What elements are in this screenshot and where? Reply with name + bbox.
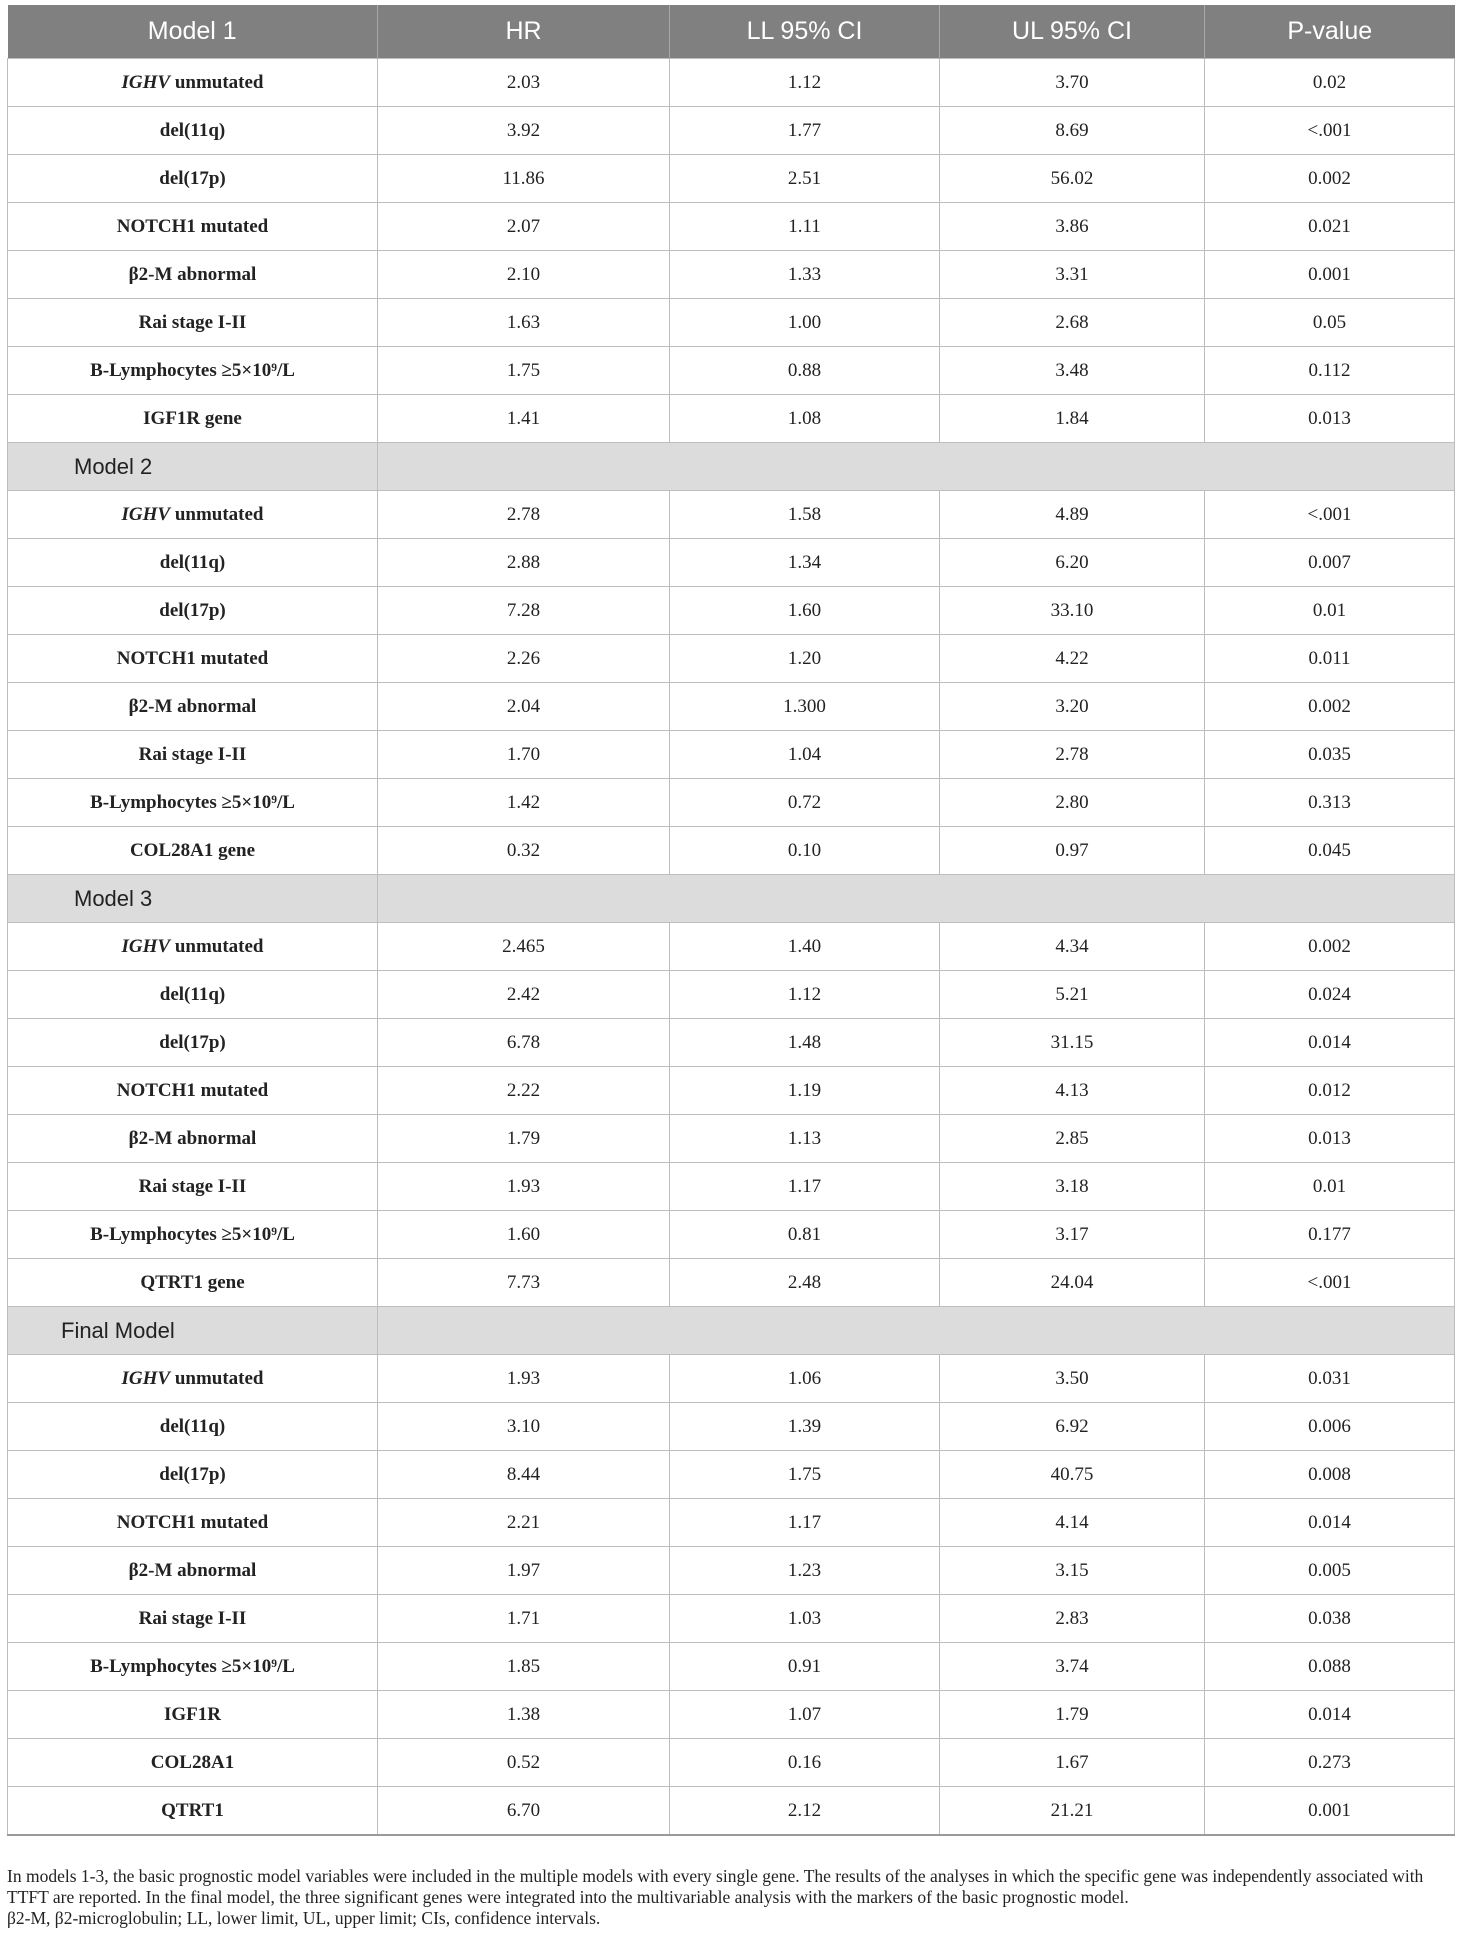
hr-cell: 8.44 <box>378 1451 670 1499</box>
ul-ci-cell: 56.02 <box>940 155 1205 203</box>
variable-cell <box>8 779 378 827</box>
table-row <box>8 1787 1455 1836</box>
section-label: Model 3 <box>8 875 378 923</box>
variable-cell <box>8 971 378 1019</box>
p-value-cell: 0.013 <box>1205 1115 1455 1163</box>
variable-cell <box>8 491 378 539</box>
p-value-cell: 0.045 <box>1205 827 1455 875</box>
table-footnote <box>7 1866 1454 1929</box>
header-model: Model 1 <box>8 5 378 59</box>
table-row <box>8 683 1455 731</box>
table-row <box>8 1067 1455 1115</box>
table-row <box>8 1019 1455 1067</box>
p-value-cell: 0.177 <box>1205 1211 1455 1259</box>
variable-cell <box>8 1019 378 1067</box>
hr-cell: 2.88 <box>378 539 670 587</box>
p-value-cell: <.001 <box>1205 491 1455 539</box>
hr-cell: 1.85 <box>378 1643 670 1691</box>
variable-label: unmutated <box>170 935 264 957</box>
variable-cell <box>8 1691 378 1739</box>
ll-ci-cell: 1.12 <box>670 971 940 1019</box>
variable-label: del(17p) <box>159 599 226 621</box>
p-value-cell: 0.013 <box>1205 395 1455 443</box>
p-value-cell: 0.011 <box>1205 635 1455 683</box>
header-p-value: P-value <box>1205 5 1455 59</box>
variable-label: unmutated <box>170 503 264 525</box>
results-table-container <box>7 5 1454 1836</box>
variable-label: Rai stage I-II <box>138 743 247 765</box>
variable-cell <box>8 107 378 155</box>
section-label: Final Model <box>8 1307 378 1355</box>
ul-ci-cell: 24.04 <box>940 1259 1205 1307</box>
variable-cell <box>8 1787 378 1836</box>
ul-ci-cell: 3.70 <box>940 59 1205 107</box>
variable-cell <box>8 1499 378 1547</box>
ul-ci-cell: 3.50 <box>940 1355 1205 1403</box>
ul-ci-cell: 2.68 <box>940 299 1205 347</box>
variable-label: Rai stage I-II <box>138 1607 247 1629</box>
p-value-cell: 0.112 <box>1205 347 1455 395</box>
ll-ci-cell: 2.51 <box>670 155 940 203</box>
hr-cell: 1.93 <box>378 1163 670 1211</box>
variable-cell <box>8 347 378 395</box>
p-value-cell: 0.007 <box>1205 539 1455 587</box>
variable-cell <box>8 1739 378 1787</box>
ul-ci-cell: 1.67 <box>940 1739 1205 1787</box>
footnote-abbreviations: β2-M, β2-microglobulin; LL, lower limit, UL, upper limit; CIs, confidence intervals. <box>7 1908 601 1928</box>
ul-ci-cell: 2.80 <box>940 779 1205 827</box>
table-body <box>8 59 1455 1836</box>
hr-cell: 2.22 <box>378 1067 670 1115</box>
variable-cell <box>8 683 378 731</box>
p-value-cell: 0.035 <box>1205 731 1455 779</box>
header-ll-ci: LL 95% CI <box>670 5 940 59</box>
variable-cell <box>8 1451 378 1499</box>
table-row <box>8 779 1455 827</box>
p-value-cell: 0.006 <box>1205 1403 1455 1451</box>
hr-cell: 6.78 <box>378 1019 670 1067</box>
variable-cell <box>8 635 378 683</box>
table-row <box>8 923 1455 971</box>
ul-ci-cell: 21.21 <box>940 1787 1205 1836</box>
p-value-cell: 0.01 <box>1205 587 1455 635</box>
p-value-cell: 0.002 <box>1205 155 1455 203</box>
hr-cell: 2.04 <box>378 683 670 731</box>
hr-cell: 2.42 <box>378 971 670 1019</box>
variable-label: del(11q) <box>159 983 226 1005</box>
variable-label: del(17p) <box>159 1031 226 1053</box>
header-ul-ci: UL 95% CI <box>940 5 1205 59</box>
ll-ci-cell: 1.39 <box>670 1403 940 1451</box>
variable-cell <box>8 1163 378 1211</box>
ul-ci-cell: 6.92 <box>940 1403 1205 1451</box>
table-header-row <box>8 5 1455 59</box>
variable-cell <box>8 1547 378 1595</box>
hr-cell: 2.21 <box>378 1499 670 1547</box>
ll-ci-cell: 1.23 <box>670 1547 940 1595</box>
ll-ci-cell: 1.34 <box>670 539 940 587</box>
hr-cell: 1.38 <box>378 1691 670 1739</box>
p-value-cell: 0.024 <box>1205 971 1455 1019</box>
hr-cell: 1.97 <box>378 1547 670 1595</box>
ll-ci-cell: 1.17 <box>670 1163 940 1211</box>
section-label: Model 2 <box>8 443 378 491</box>
p-value-cell: 0.038 <box>1205 1595 1455 1643</box>
ll-ci-cell: 1.12 <box>670 59 940 107</box>
hr-cell: 0.32 <box>378 827 670 875</box>
variable-cell <box>8 923 378 971</box>
ul-ci-cell: 2.83 <box>940 1595 1205 1643</box>
variable-cell <box>8 155 378 203</box>
ul-ci-cell: 33.10 <box>940 587 1205 635</box>
p-value-cell: 0.313 <box>1205 779 1455 827</box>
variable-italic-part: IGHV <box>121 71 171 93</box>
variable-label: del(11q) <box>159 119 226 141</box>
hr-cell: 6.70 <box>378 1787 670 1836</box>
ll-ci-cell: 1.06 <box>670 1355 940 1403</box>
section-row <box>8 443 1455 491</box>
p-value-cell: 0.01 <box>1205 1163 1455 1211</box>
variable-label: COL28A1 gene <box>129 839 256 861</box>
hr-cell: 1.71 <box>378 1595 670 1643</box>
variable-cell <box>8 587 378 635</box>
table-row <box>8 1163 1455 1211</box>
variable-italic-part: IGHV <box>121 935 171 957</box>
variable-cell <box>8 1595 378 1643</box>
ll-ci-cell: 1.11 <box>670 203 940 251</box>
hr-cell: 2.465 <box>378 923 670 971</box>
hr-cell: 2.78 <box>378 491 670 539</box>
variable-label: β2-M abnormal <box>128 695 257 717</box>
p-value-cell: 0.014 <box>1205 1691 1455 1739</box>
variable-cell <box>8 539 378 587</box>
variable-cell <box>8 251 378 299</box>
table-row <box>8 1211 1455 1259</box>
p-value-cell: <.001 <box>1205 1259 1455 1307</box>
p-value-cell: 0.012 <box>1205 1067 1455 1115</box>
p-value-cell: 0.002 <box>1205 683 1455 731</box>
table-row <box>8 1739 1455 1787</box>
variable-cell <box>8 203 378 251</box>
ll-ci-cell: 1.20 <box>670 635 940 683</box>
ll-ci-cell: 1.48 <box>670 1019 940 1067</box>
p-value-cell: 0.02 <box>1205 59 1455 107</box>
variable-label: COL28A1 <box>150 1751 235 1773</box>
table-row <box>8 59 1455 107</box>
section-row <box>8 875 1455 923</box>
variable-italic-part: IGHV <box>121 503 171 525</box>
hr-cell: 1.41 <box>378 395 670 443</box>
ll-ci-cell: 1.60 <box>670 587 940 635</box>
variable-cell <box>8 395 378 443</box>
variable-label: β2-M abnormal <box>128 1127 257 1149</box>
table-row <box>8 1595 1455 1643</box>
variable-cell <box>8 1403 378 1451</box>
ll-ci-cell: 2.48 <box>670 1259 940 1307</box>
variable-label: del(11q) <box>159 1415 226 1437</box>
hr-cell: 1.75 <box>378 347 670 395</box>
p-value-cell: 0.273 <box>1205 1739 1455 1787</box>
ul-ci-cell: 3.74 <box>940 1643 1205 1691</box>
ll-ci-cell: 0.10 <box>670 827 940 875</box>
variable-label: Rai stage I-II <box>138 1175 247 1197</box>
hr-cell: 2.07 <box>378 203 670 251</box>
table-row <box>8 395 1455 443</box>
hr-cell: 1.60 <box>378 1211 670 1259</box>
hr-cell: 7.28 <box>378 587 670 635</box>
section-row <box>8 1307 1455 1355</box>
ll-ci-cell: 1.19 <box>670 1067 940 1115</box>
variable-italic-part: IGHV <box>121 1367 171 1389</box>
ul-ci-cell: 3.86 <box>940 203 1205 251</box>
table-row <box>8 299 1455 347</box>
variable-label: del(11q) <box>159 551 226 573</box>
variable-label: unmutated <box>170 1367 264 1389</box>
variable-label: β2-M abnormal <box>128 263 257 285</box>
variable-label: β2-M abnormal <box>128 1559 257 1581</box>
hr-cell: 3.10 <box>378 1403 670 1451</box>
section-spacer <box>378 1307 1455 1355</box>
hr-cell: 2.26 <box>378 635 670 683</box>
ul-ci-cell: 3.20 <box>940 683 1205 731</box>
ll-ci-cell: 1.08 <box>670 395 940 443</box>
variable-cell <box>8 299 378 347</box>
table-row <box>8 1403 1455 1451</box>
hr-cell: 1.42 <box>378 779 670 827</box>
variable-label: unmutated <box>170 71 264 93</box>
variable-cell <box>8 1259 378 1307</box>
variable-label: QTRT1 <box>161 1799 224 1821</box>
p-value-cell: 0.05 <box>1205 299 1455 347</box>
header-hr: HR <box>378 5 670 59</box>
p-value-cell: 0.031 <box>1205 1355 1455 1403</box>
table-row <box>8 1691 1455 1739</box>
variable-label: B-Lymphocytes ≥5×10⁹/L <box>90 1223 295 1245</box>
table-row <box>8 971 1455 1019</box>
table-row <box>8 107 1455 155</box>
table-row <box>8 539 1455 587</box>
variable-label: NOTCH1 mutated <box>116 1079 269 1101</box>
variable-label: NOTCH1 mutated <box>116 1511 269 1533</box>
ll-ci-cell: 1.77 <box>670 107 940 155</box>
variable-label: Rai stage I-II <box>138 311 247 333</box>
table-row <box>8 587 1455 635</box>
p-value-cell: <.001 <box>1205 107 1455 155</box>
ll-ci-cell: 1.75 <box>670 1451 940 1499</box>
table-row <box>8 203 1455 251</box>
hr-cell: 7.73 <box>378 1259 670 1307</box>
ul-ci-cell: 4.34 <box>940 923 1205 971</box>
ul-ci-cell: 0.97 <box>940 827 1205 875</box>
ul-ci-cell: 3.17 <box>940 1211 1205 1259</box>
ul-ci-cell: 3.18 <box>940 1163 1205 1211</box>
variable-cell <box>8 827 378 875</box>
ul-ci-cell: 4.22 <box>940 635 1205 683</box>
p-value-cell: 0.008 <box>1205 1451 1455 1499</box>
ll-ci-cell: 1.03 <box>670 1595 940 1643</box>
table-row <box>8 491 1455 539</box>
table-row <box>8 1547 1455 1595</box>
ll-ci-cell: 0.88 <box>670 347 940 395</box>
variable-label: del(17p) <box>159 167 226 189</box>
ul-ci-cell: 3.48 <box>940 347 1205 395</box>
ll-ci-cell: 1.58 <box>670 491 940 539</box>
hr-cell: 11.86 <box>378 155 670 203</box>
ll-ci-cell: 1.40 <box>670 923 940 971</box>
hr-cell: 1.70 <box>378 731 670 779</box>
table-row <box>8 1259 1455 1307</box>
table-row <box>8 251 1455 299</box>
variable-label: IGF1R <box>164 1703 221 1725</box>
ul-ci-cell: 2.85 <box>940 1115 1205 1163</box>
ul-ci-cell: 40.75 <box>940 1451 1205 1499</box>
ul-ci-cell: 1.84 <box>940 395 1205 443</box>
hr-cell: 1.63 <box>378 299 670 347</box>
ul-ci-cell: 2.78 <box>940 731 1205 779</box>
p-value-cell: 0.021 <box>1205 203 1455 251</box>
table-row <box>8 1643 1455 1691</box>
table-row <box>8 827 1455 875</box>
table-row <box>8 347 1455 395</box>
variable-cell <box>8 1643 378 1691</box>
ul-ci-cell: 6.20 <box>940 539 1205 587</box>
table-row <box>8 1451 1455 1499</box>
ll-ci-cell: 1.300 <box>670 683 940 731</box>
ll-ci-cell: 0.81 <box>670 1211 940 1259</box>
hr-cell: 3.92 <box>378 107 670 155</box>
p-value-cell: 0.005 <box>1205 1547 1455 1595</box>
hr-cell: 1.79 <box>378 1115 670 1163</box>
table-row <box>8 155 1455 203</box>
p-value-cell: 0.001 <box>1205 1787 1455 1836</box>
ll-ci-cell: 1.00 <box>670 299 940 347</box>
table-row <box>8 635 1455 683</box>
hr-cell: 2.03 <box>378 59 670 107</box>
variable-label: B-Lymphocytes ≥5×10⁹/L <box>90 1655 295 1677</box>
variable-cell <box>8 1211 378 1259</box>
table-row <box>8 1355 1455 1403</box>
p-value-cell: 0.002 <box>1205 923 1455 971</box>
ul-ci-cell: 8.69 <box>940 107 1205 155</box>
ul-ci-cell: 3.15 <box>940 1547 1205 1595</box>
ll-ci-cell: 1.33 <box>670 251 940 299</box>
ul-ci-cell: 5.21 <box>940 971 1205 1019</box>
variable-cell <box>8 1355 378 1403</box>
variable-cell <box>8 1067 378 1115</box>
p-value-cell: 0.001 <box>1205 251 1455 299</box>
section-spacer <box>378 443 1455 491</box>
table-row <box>8 1115 1455 1163</box>
ul-ci-cell: 4.13 <box>940 1067 1205 1115</box>
ll-ci-cell: 0.91 <box>670 1643 940 1691</box>
ll-ci-cell: 0.72 <box>670 779 940 827</box>
ul-ci-cell: 31.15 <box>940 1019 1205 1067</box>
variable-cell <box>8 731 378 779</box>
variable-label: del(17p) <box>159 1463 226 1485</box>
variable-label: IGF1R gene <box>143 407 242 429</box>
results-table <box>7 5 1455 1836</box>
ul-ci-cell: 3.31 <box>940 251 1205 299</box>
ll-ci-cell: 1.13 <box>670 1115 940 1163</box>
hr-cell: 0.52 <box>378 1739 670 1787</box>
ll-ci-cell: 2.12 <box>670 1787 940 1836</box>
ul-ci-cell: 1.79 <box>940 1691 1205 1739</box>
ll-ci-cell: 1.04 <box>670 731 940 779</box>
variable-label: NOTCH1 mutated <box>116 215 269 237</box>
ul-ci-cell: 4.89 <box>940 491 1205 539</box>
hr-cell: 2.10 <box>378 251 670 299</box>
ll-ci-cell: 1.07 <box>670 1691 940 1739</box>
section-spacer <box>378 875 1455 923</box>
variable-label: B-Lymphocytes ≥5×10⁹/L <box>90 791 295 813</box>
ul-ci-cell: 4.14 <box>940 1499 1205 1547</box>
p-value-cell: 0.088 <box>1205 1643 1455 1691</box>
variable-label: NOTCH1 mutated <box>116 647 269 669</box>
variable-cell <box>8 1115 378 1163</box>
variable-label: B-Lymphocytes ≥5×10⁹/L <box>90 359 295 381</box>
variable-cell <box>8 59 378 107</box>
hr-cell: 1.93 <box>378 1355 670 1403</box>
table-row <box>8 731 1455 779</box>
ll-ci-cell: 0.16 <box>670 1739 940 1787</box>
table-row <box>8 1499 1455 1547</box>
footnote-text: In models 1-3, the basic prognostic model variables were included in the multiple models with every single gene. The results of the analyses in which the specific gene was independently associated with TTFT are reported. In the final model, the three significant genes were integrated into the multivariable analysis with the markers of the basic prognostic model. <box>7 1866 1424 1907</box>
p-value-cell: 0.014 <box>1205 1019 1455 1067</box>
p-value-cell: 0.014 <box>1205 1499 1455 1547</box>
variable-label: QTRT1 gene <box>140 1271 245 1293</box>
ll-ci-cell: 1.17 <box>670 1499 940 1547</box>
